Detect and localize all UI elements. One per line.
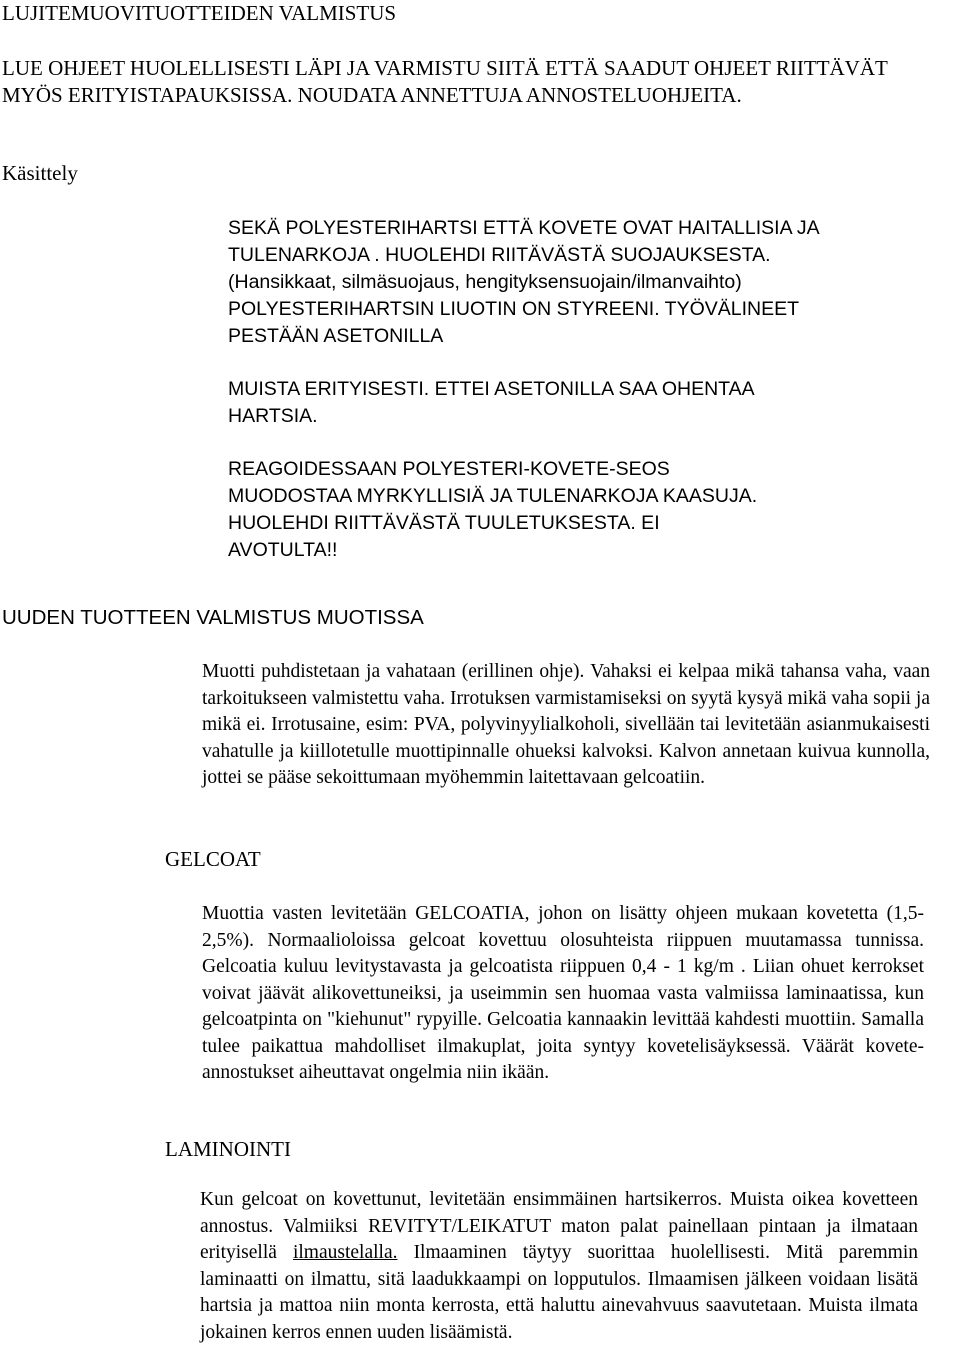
mold-section-heading: UUDEN TUOTTEEN VALMISTUS MUOTISSA [2,606,424,629]
mold-paragraph: Muotti puhdistetaan ja vahataan (erillinen ohje). Vahaksi ei kelpaa mikä tahansa vaha, vaan tarkoitukseen valmistettu vaha. Irrotuksen varmistamiseksi on syytä kysyä mikä vaha sopii ja mikä ei. Irrotusaine, esim: PVA, polyvinyylialkoholi, sivellään tai levitetään asianmukaisesti vahatulle ja kiillotetulle muottipinnalle ohueksi kalvoksi. Kalvon annetaan kuivua kunnolla, jottei se pääse sekoittumaan myöhemmin laitettavaan gelcoatiin. [202,661,930,788]
gelcoat-heading: GELCOAT [165,847,261,871]
lamination-text-end: Ilmaaminen täytyy suorittaa huolellisesti. Mitä paremmin laminaatti on ilmattu, sitä laadukkaampi on lopputulos. Ilmaamisen jälkeen voidaan lisätä hartsia ja mattoa niin monta kerrosta, että haluttu ainevahvuus saavutetaan. Muista ilmata jokainen kerros ennen uuden lisäämistä. [200,1242,918,1343]
gas-warning-line: AVOTULTA!! [228,539,338,561]
handling-heading: Käsittely [2,161,78,185]
acetone-reminder-block [228,376,755,430]
warning-line: (Hansikkaat, silmäsuojaus, hengityksensuojain/ilmanvaihto) [228,271,742,293]
warning-line: TULENARKOJA . HUOLEHDI RIITÄVÄSTÄ SUOJAUKSESTA. [228,244,771,266]
ilmaustela-underlined-term: ilmaustelalla. [292,1242,398,1263]
lamination-paragraph [200,1187,918,1346]
gas-warning-line: MUODOSTAA MYRKYLLISIÄ JA TULENARKOJA KAASUJA. [228,485,758,507]
lamination-text-start: Kun gelcoat on kovettunut, levitetään ensimmäinen hartsikerros. Muista oikea kovetteen annostus. Valmiiksi REVITYT/LEIKATUT maton palat painellaan pintaan ja ilmataan erityisellä [200,1189,918,1263]
reminder-line: MUISTA ERITYISESTI. ETTEI ASETONILLA SAA OHENTAA [228,378,755,400]
safety-warning-block [228,215,820,350]
warning-line: SEKÄ POLYESTERIHARTSI ETTÄ KOVETE OVAT HAITALLISIA JA [228,217,820,239]
gas-warning-block [228,456,757,564]
warning-line: PESTÄÄN ASETONILLA [228,325,444,347]
reminder-line: HARTSIA. [228,405,318,427]
gas-warning-line: REAGOIDESSAAN POLYESTERI-KOVETE-SEOS [228,458,670,480]
lamination-heading: LAMINOINTI [165,1137,291,1161]
gelcoat-paragraph: Muottia vasten levitetään GELCOATIA, johon on lisätty ohjeen mukaan kovetetta (1,5-2,5%). Normaalioloissa gelcoat kovettuu olosuhteista riippuen muutamassa tunnissa. Gelcoatia kuluu levitystavasta ja gelcoatista riippuen 0,4 - 1 kg/m . Liian ohuet kerrokset voivat jäävät alikovettuneiksi, ja useimmin sen huomaa vasta valmiissa laminaatissa, kun gelcoatpinta on "kiehunut" rypyille. Gelcoatia kannaakin levittää kahdesti muottiin. Samalla tulee paikattua mahdolliset ilmakuplat, joita syntyy kovetelisäyksessä. Väärät kovete-annostukset aiheuttavat ongelmia niin ikään. [202,903,924,1083]
document-title: LUJITEMUOVITUOTTEIDEN VALMISTUS [2,1,397,25]
gas-warning-line: HUOLEHDI RIITTÄVÄSTÄ TUULETUKSESTA. EI [228,512,660,534]
instructions-notice: LUE OHJEET HUOLELLISESTI LÄPI JA VARMISTU SIITÄ ETTÄ SAADUT OHJEET RIITTÄVÄT MYÖS ERITYISTAPAUKSISSA. NOUDATA ANNETTUJA ANNOSTELUOHJEITA. [2,56,888,107]
warning-line: POLYESTERIHARTSIN LIUOTIN ON STYREENI. TYÖVÄLINEET [228,298,800,320]
